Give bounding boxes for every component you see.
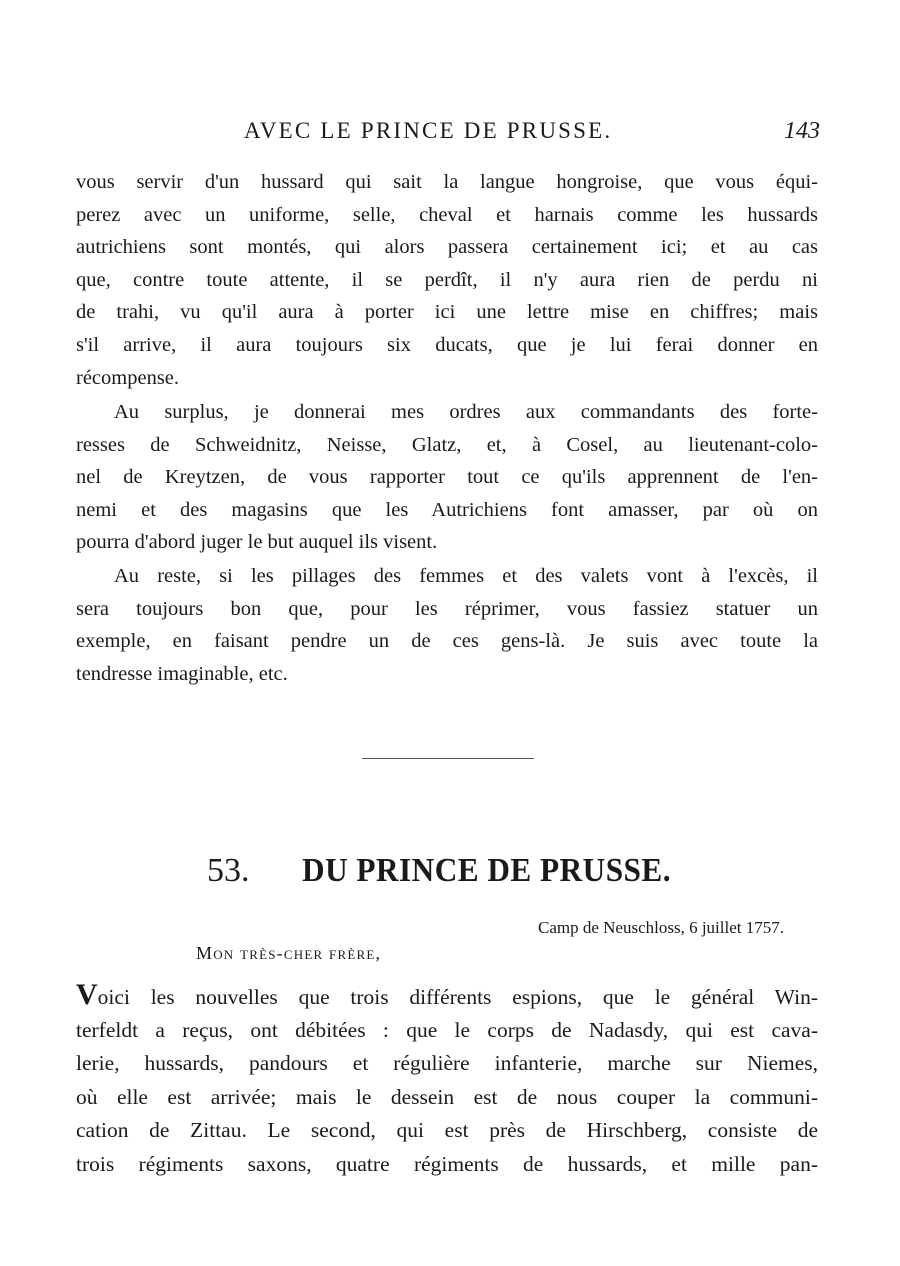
text-line: s'il arrive, il aura toujours six ducats, que je lui ferai donner en [76,333,818,356]
text-line: terfeldt a reçus, ont débitées : que le corps de Nadasdy, qui est cava- [76,1017,818,1042]
text-line: vous servir d'un hussard qui sait la langue hongroise, que vous équi- [76,171,818,193]
text-line: que, contre toute attente, il se perdît, il n'y aura rien de perdu ni [76,268,818,291]
paragraph-1 [76,166,818,394]
section-number: 53. [206,852,250,889]
running-title: AVEC LE PRINCE DE PRUSSE. [244,118,613,143]
text-line: Au reste, si les pillages des femmes et des valets vont à l'excès, il [114,565,818,587]
text-line: exemple, en faisant pendre un de ces gens-là. Je suis avec toute la [76,630,818,653]
text-line: de trahi, vu qu'il aura à porter ici une lettre mise en chiffres; mais [76,301,818,324]
drop-cap: V [76,980,98,1011]
page-number: 143 [784,118,820,144]
text-line [76,980,818,1014]
salutation: Mon très-cher frère, [196,943,382,963]
text-line: nel de Kreytzen, de vous rapporter tout ce qu'ils apprennent de l'en- [76,466,818,489]
text-line: trois régiments saxons, quatre régiments de hussards, et mille pan- [76,1151,818,1176]
text-line: sera toujours bon que, pour les réprimer, vous fassiez statuer un [76,597,818,620]
text-line: lerie, hussards, pandours et régulière infanterie, marche sur Niemes, [76,1051,818,1075]
text-line: tendresse imaginable, etc. [76,662,288,685]
section-heading [0,852,900,890]
text-line: Au surplus, je donnerai mes ordres aux commandants des forte- [114,401,818,423]
dateline: Camp de Neuschloss, 6 juillet 1757. [537,918,784,937]
section-divider [362,758,534,759]
letter-body [76,980,818,1181]
text-line-rest: oici les nouvelles que trois différents espions, que le général Win- [97,985,818,1009]
section-title: DU PRINCE DE PRUSSE. [302,852,671,889]
text-line: nemi et des magasins que les Autrichiens font amasser, par où on [76,498,818,521]
paragraph-3 [76,560,818,690]
text-line: autrichiens sont montés, qui alors passera certainement ici; et au cas [76,236,818,259]
text-line: récompense. [76,366,180,389]
text-line: cation de Zittau. Le second, qui est près de Hirschberg, consiste de [76,1118,818,1142]
text-line: pourra d'abord juger le but auquel ils visent. [76,531,438,554]
text-line: perez avec un uniforme, selle, cheval et harnais comme les hussards [76,203,818,226]
text-line: où elle est arrivée; mais le dessein est de nous couper la communi- [76,1084,818,1109]
text-line: resses de Schweidnitz, Neisse, Glatz, et, à Cosel, au lieutenant-colo- [76,433,818,456]
running-head [76,118,820,150]
paragraph-2 [76,396,818,559]
